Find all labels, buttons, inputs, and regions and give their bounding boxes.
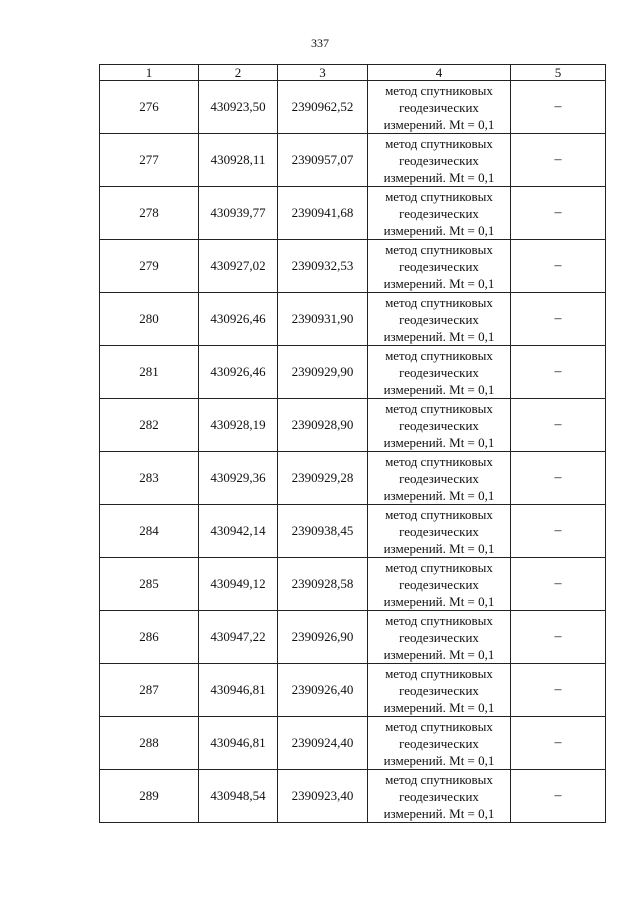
table-row xyxy=(100,346,606,399)
method-line-2: геодезических xyxy=(399,152,479,168)
point-number: 277 xyxy=(100,134,199,187)
method-line-3: измерений. Mt = 0,1 xyxy=(383,328,495,344)
method-line-3: измерений. Mt = 0,1 xyxy=(383,646,495,662)
coordinate-y: 2390926,40 xyxy=(278,664,368,717)
coordinate-y: 2390928,90 xyxy=(278,399,368,452)
coordinate-x: 430926,46 xyxy=(199,293,278,346)
coordinate-y: 2390928,58 xyxy=(278,558,368,611)
method-line-1: метод спутниковых xyxy=(385,612,493,628)
method-line-3: измерений. Mt = 0,1 xyxy=(383,381,495,397)
column-header-1: 1 xyxy=(100,65,199,81)
table-row xyxy=(100,399,606,452)
method-line-1: метод спутниковых xyxy=(385,400,493,416)
method-description xyxy=(368,452,511,505)
coordinate-x: 430928,19 xyxy=(199,399,278,452)
coordinate-x: 430949,12 xyxy=(199,558,278,611)
coordinate-y: 2390923,40 xyxy=(278,770,368,823)
table-row xyxy=(100,558,606,611)
method-line-2: геодезических xyxy=(399,311,479,327)
method-description xyxy=(368,134,511,187)
method-line-2: геодезических xyxy=(399,364,479,380)
point-number: 284 xyxy=(100,505,199,558)
method-line-1: метод спутниковых xyxy=(385,771,493,787)
method-description xyxy=(368,187,511,240)
point-number: 289 xyxy=(100,770,199,823)
column-5-value: – xyxy=(511,187,606,240)
method-line-1: метод спутниковых xyxy=(385,241,493,257)
table-body xyxy=(100,81,606,823)
method-line-1: метод спутниковых xyxy=(385,718,493,734)
table-row xyxy=(100,187,606,240)
coordinate-y: 2390929,28 xyxy=(278,452,368,505)
method-line-2: геодезических xyxy=(399,99,479,115)
table-row xyxy=(100,664,606,717)
column-5-value: – xyxy=(511,399,606,452)
method-description xyxy=(368,505,511,558)
method-line-3: измерений. Mt = 0,1 xyxy=(383,275,495,291)
table-row xyxy=(100,505,606,558)
coordinates-table xyxy=(99,64,606,823)
coordinate-y: 2390929,90 xyxy=(278,346,368,399)
method-line-2: геодезических xyxy=(399,470,479,486)
method-line-3: измерений. Mt = 0,1 xyxy=(383,116,495,132)
coordinate-y: 2390957,07 xyxy=(278,134,368,187)
column-5-value: – xyxy=(511,240,606,293)
column-5-value: – xyxy=(511,293,606,346)
method-line-3: измерений. Mt = 0,1 xyxy=(383,434,495,450)
column-5-value: – xyxy=(511,452,606,505)
method-line-1: метод спутниковых xyxy=(385,453,493,469)
method-line-2: геодезических xyxy=(399,205,479,221)
method-line-1: метод спутниковых xyxy=(385,347,493,363)
column-header-3: 3 xyxy=(278,65,368,81)
point-number: 283 xyxy=(100,452,199,505)
coordinate-x: 430927,02 xyxy=(199,240,278,293)
method-line-2: геодезических xyxy=(399,629,479,645)
coordinate-x: 430928,11 xyxy=(199,134,278,187)
coordinate-x: 430942,14 xyxy=(199,505,278,558)
method-line-1: метод спутниковых xyxy=(385,506,493,522)
column-5-value: – xyxy=(511,81,606,134)
table-header-row xyxy=(100,65,606,81)
method-line-3: измерений. Mt = 0,1 xyxy=(383,487,495,503)
coordinate-x: 430929,36 xyxy=(199,452,278,505)
method-line-2: геодезических xyxy=(399,682,479,698)
method-line-1: метод спутниковых xyxy=(385,82,493,98)
method-line-3: измерений. Mt = 0,1 xyxy=(383,222,495,238)
coordinate-y: 2390932,53 xyxy=(278,240,368,293)
table-row xyxy=(100,240,606,293)
method-description xyxy=(368,293,511,346)
method-line-2: геодезических xyxy=(399,788,479,804)
method-description xyxy=(368,240,511,293)
method-description xyxy=(368,558,511,611)
coordinate-x: 430946,81 xyxy=(199,717,278,770)
column-5-value: – xyxy=(511,505,606,558)
column-5-value: – xyxy=(511,558,606,611)
coordinate-y: 2390931,90 xyxy=(278,293,368,346)
point-number: 278 xyxy=(100,187,199,240)
coordinate-y: 2390924,40 xyxy=(278,717,368,770)
method-description xyxy=(368,717,511,770)
method-line-3: измерений. Mt = 0,1 xyxy=(383,699,495,715)
coordinate-x: 430948,54 xyxy=(199,770,278,823)
method-line-2: геодезических xyxy=(399,417,479,433)
table-row xyxy=(100,293,606,346)
method-description xyxy=(368,346,511,399)
point-number: 281 xyxy=(100,346,199,399)
method-line-3: измерений. Mt = 0,1 xyxy=(383,169,495,185)
page-number: 337 xyxy=(311,36,329,50)
coordinate-x: 430947,22 xyxy=(199,611,278,664)
method-line-3: измерений. Mt = 0,1 xyxy=(383,805,495,821)
table-row xyxy=(100,452,606,505)
column-header-2: 2 xyxy=(199,65,278,81)
table-row xyxy=(100,81,606,134)
method-line-2: геодезических xyxy=(399,576,479,592)
column-5-value: – xyxy=(511,134,606,187)
coordinate-x: 430946,81 xyxy=(199,664,278,717)
method-line-1: метод спутниковых xyxy=(385,294,493,310)
point-number: 286 xyxy=(100,611,199,664)
coordinate-y: 2390938,45 xyxy=(278,505,368,558)
table-row xyxy=(100,717,606,770)
method-description xyxy=(368,399,511,452)
method-description xyxy=(368,770,511,823)
method-line-3: измерений. Mt = 0,1 xyxy=(383,593,495,609)
method-line-1: метод спутниковых xyxy=(385,188,493,204)
point-number: 288 xyxy=(100,717,199,770)
column-5-value: – xyxy=(511,611,606,664)
column-5-value: – xyxy=(511,346,606,399)
table-row xyxy=(100,611,606,664)
coordinate-y: 2390941,68 xyxy=(278,187,368,240)
method-line-3: измерений. Mt = 0,1 xyxy=(383,752,495,768)
point-number: 276 xyxy=(100,81,199,134)
method-line-3: измерений. Mt = 0,1 xyxy=(383,540,495,556)
method-description xyxy=(368,664,511,717)
method-line-1: метод спутниковых xyxy=(385,665,493,681)
coordinate-y: 2390926,90 xyxy=(278,611,368,664)
coordinate-x: 430939,77 xyxy=(199,187,278,240)
method-description xyxy=(368,611,511,664)
coordinate-y: 2390962,52 xyxy=(278,81,368,134)
method-line-2: геодезических xyxy=(399,735,479,751)
column-header-4: 4 xyxy=(368,65,511,81)
method-description xyxy=(368,81,511,134)
column-5-value: – xyxy=(511,664,606,717)
column-5-value: – xyxy=(511,717,606,770)
table-row xyxy=(100,134,606,187)
coordinate-x: 430926,46 xyxy=(199,346,278,399)
coordinate-x: 430923,50 xyxy=(199,81,278,134)
point-number: 285 xyxy=(100,558,199,611)
point-number: 280 xyxy=(100,293,199,346)
method-line-1: метод спутниковых xyxy=(385,559,493,575)
method-line-2: геодезических xyxy=(399,523,479,539)
point-number: 279 xyxy=(100,240,199,293)
column-5-value: – xyxy=(511,770,606,823)
method-line-2: геодезических xyxy=(399,258,479,274)
column-header-5: 5 xyxy=(511,65,606,81)
table-row xyxy=(100,770,606,823)
method-line-1: метод спутниковых xyxy=(385,135,493,151)
point-number: 287 xyxy=(100,664,199,717)
point-number: 282 xyxy=(100,399,199,452)
